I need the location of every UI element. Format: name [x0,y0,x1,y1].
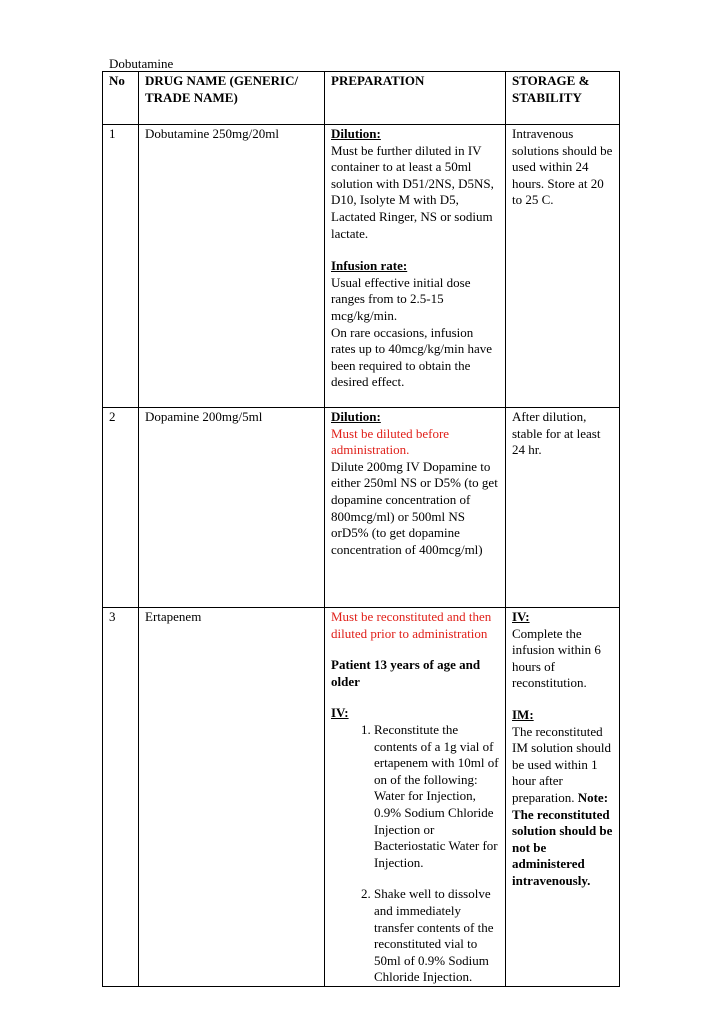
table-header-row [103,72,620,125]
drug-name: Dobutamine 250mg/20ml [139,125,325,408]
dilution-text: Dilute 200mg IV Dopamine to either 250ml NS or D5% (to get dopamine concentration of 800mcg/ml) or 500ml NS orD5% (to get dopamine concentration of 400mcg/ml) [331,458,498,557]
drug-name: Ertapenem [139,608,325,987]
row-number: 1 [103,125,139,408]
row-number: 2 [103,408,139,608]
table-row [103,608,620,987]
preparation-cell [325,408,506,608]
header-preparation: PREPARATION [325,72,506,125]
dilution-warning: Must be diluted before administration. [331,425,450,458]
reconstitution-warning: Must be reconstituted and then diluted prior to administration [331,609,492,641]
storage-im-text [512,724,613,890]
dilution-heading: Dilution: [331,126,381,141]
row-number: 3 [103,608,139,987]
infusion-rate-note: On rare occasions, infusion rates up to 40mcg/kg/min have been required to obtain the desired effect. [331,324,493,390]
list-item: 1. Reconstitute the contents of a 1g vial of ertapenem with 10ml of on of the following: Water for Injection, 0.9% Sodium Chloride Injection or Bacteriostatic Water for Injection. [374,722,499,871]
header-storage: STORAGE & STABILITY [506,72,620,125]
patient-age-heading: Patient 13 years of age and older [331,657,481,689]
storage-im-note: Note: The reconstituted solution should be not be administered intravenously. [512,789,613,888]
table-row [103,125,620,408]
header-no: No [103,72,139,125]
storage-cell [506,608,620,987]
dilution-text: Must be further diluted in IV container to at least a 50ml solution with D51/2NS, D5NS, D10, Isolyte M with D5, Lactated Ringer, NS or sodium lactate. [331,142,494,241]
storage-cell: After dilution, stable for at least 24 hr. [506,408,620,608]
iv-heading: IV: [331,705,349,721]
table-row [103,408,620,608]
storage-im-body: The reconstituted IM solution should be used within 1 hour after preparation. [512,723,611,805]
infusion-rate-text: Usual effective initial dose ranges from to 2.5-15 mcg/kg/min. [331,274,471,323]
preparation-cell [325,608,506,987]
list-item: 2. Shake well to dissolve and immediately transfer contents of the reconstituted vial to 50ml of 0.9% Sodium Chloride Injection. [374,886,499,986]
drug-name: Dopamine 200mg/5ml [139,408,325,608]
storage-im-heading: IM: [512,706,534,722]
storage-cell: Intravenous solutions should be used within 24 hours. Store at 20 to 25 C. [506,125,620,408]
header-drug-name: DRUG NAME (GENERIC/ TRADE NAME) [139,72,325,125]
preparation-cell [325,125,506,408]
iv-steps-list [331,722,499,986]
storage-iv-text: Complete the infusion within 6 hours of reconstitution. [512,625,601,691]
storage-iv-heading: IV: [512,609,530,624]
table-caption: Dobutamine [109,56,174,71]
dilution-heading: Dilution: [331,409,381,424]
infusion-rate-heading: Infusion rate: [331,258,408,274]
drug-table [102,71,620,987]
